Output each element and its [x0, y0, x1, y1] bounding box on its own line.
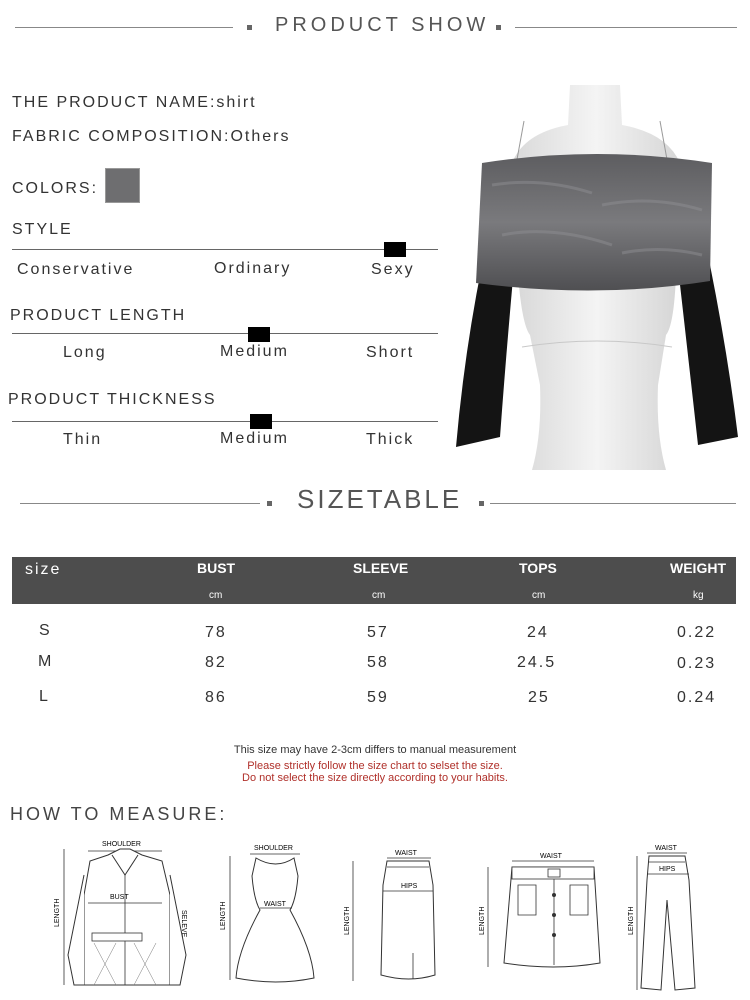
col-bust-unit: cm: [209, 590, 223, 601]
thickness-label-medium: Medium: [220, 430, 289, 447]
header-rule-right: [515, 27, 737, 28]
waist-label: WAIST: [395, 850, 417, 857]
length-scale-line: [12, 333, 438, 334]
sizetable-title: SIZETABLE: [297, 484, 463, 514]
col-weight-unit: kg: [693, 590, 704, 601]
cell-size: M: [38, 653, 54, 670]
cell-weight: 0.22: [677, 624, 717, 641]
thickness-label-thin: Thin: [63, 431, 103, 448]
col-sleeve: SLEEVE: [353, 560, 409, 576]
style-label-ordinary: Ordinary: [214, 260, 292, 277]
sizetable-rule-right: [490, 503, 736, 504]
note-follow-chart: Please strictly follow the size chart to selset the size.: [247, 760, 503, 772]
cell-bust: 86: [205, 689, 227, 706]
sleeve-label: SELEVE: [180, 910, 187, 938]
denim-skirt-diagram: [478, 845, 618, 975]
flared-pants-diagram: [625, 840, 700, 995]
product-photo: [452, 85, 742, 470]
col-sleeve-unit: cm: [372, 590, 386, 601]
length-label: LENGTH: [479, 906, 486, 935]
pencil-skirt-diagram: [343, 845, 443, 990]
cell-bust: 78: [205, 624, 227, 641]
cell-size: L: [39, 688, 50, 705]
sizetable-dot-left: [267, 501, 272, 506]
col-tops-unit: cm: [532, 590, 546, 601]
color-swatch[interactable]: [105, 168, 140, 203]
style-label-sexy: Sexy: [371, 261, 415, 278]
header-dot-right: [496, 25, 501, 30]
cell-size: S: [39, 622, 52, 639]
length-marker: [248, 327, 270, 342]
colors-label: COLORS:: [12, 180, 99, 197]
cell-weight: 0.23: [677, 655, 717, 672]
length-label: LENGTH: [628, 906, 635, 935]
note-habits: Do not select the size directly according to your habits.: [242, 772, 508, 784]
thickness-title: PRODUCT THICKNESS: [8, 391, 217, 408]
size-table-header: [12, 557, 736, 604]
product-show-title: PRODUCT SHOW: [275, 14, 490, 36]
length-label-short: Short: [366, 344, 415, 361]
dress-diagram: [216, 840, 316, 990]
cell-bust: 82: [205, 654, 227, 671]
length-label: LENGTH: [54, 898, 61, 927]
sizetable-rule-left: [20, 503, 260, 504]
length-title: PRODUCT LENGTH: [10, 307, 187, 324]
bust-label: BUST: [110, 894, 129, 901]
cell-tops: 24.5: [517, 654, 557, 671]
how-to-measure-title: HOW TO MEASURE:: [10, 804, 228, 824]
fur-band: [476, 154, 712, 291]
waist-label: WAIST: [264, 901, 286, 908]
header-dot-left: [247, 25, 252, 30]
mannequin-torso: [518, 275, 676, 470]
cell-tops: 24: [527, 624, 549, 641]
col-weight: WEIGHT: [670, 560, 726, 576]
style-label-conservative: Conservative: [17, 261, 135, 278]
length-label: LENGTH: [220, 901, 227, 930]
style-marker: [384, 242, 406, 257]
style-scale-line: [12, 249, 438, 250]
product-name: THE PRODUCT NAME:shirt: [12, 94, 257, 111]
length-label: LENGTH: [344, 906, 351, 935]
shoulder-label: SHOULDER: [254, 845, 293, 852]
sizetable-dot-right: [479, 501, 484, 506]
waist-label: WAIST: [540, 853, 562, 860]
thickness-marker: [250, 414, 272, 429]
style-title: STYLE: [12, 221, 73, 238]
jacket-diagram: [50, 835, 200, 995]
thickness-label-thick: Thick: [366, 431, 415, 448]
shoulder-label: SHOULDER: [102, 841, 141, 848]
thickness-scale-line: [12, 421, 438, 422]
cell-sleeve: 57: [367, 624, 389, 641]
cell-weight: 0.24: [677, 689, 717, 706]
col-size: size: [25, 561, 62, 578]
col-bust: BUST: [197, 560, 236, 576]
cell-sleeve: 59: [367, 689, 389, 706]
col-tops: TOPS: [519, 560, 557, 576]
hips-label: HIPS: [401, 883, 418, 890]
fabric-composition: FABRIC COMPOSITION:Others: [12, 128, 291, 145]
waist-label: WAIST: [655, 845, 677, 852]
length-label-long: Long: [63, 344, 107, 361]
hips-label: HIPS: [659, 866, 676, 873]
cell-tops: 25: [528, 689, 550, 706]
note-manual-measurement: This size may have 2-3cm differs to manual measurement: [233, 744, 517, 756]
length-label-medium: Medium: [220, 343, 289, 360]
header-rule-left: [15, 27, 233, 28]
cell-sleeve: 58: [367, 654, 389, 671]
